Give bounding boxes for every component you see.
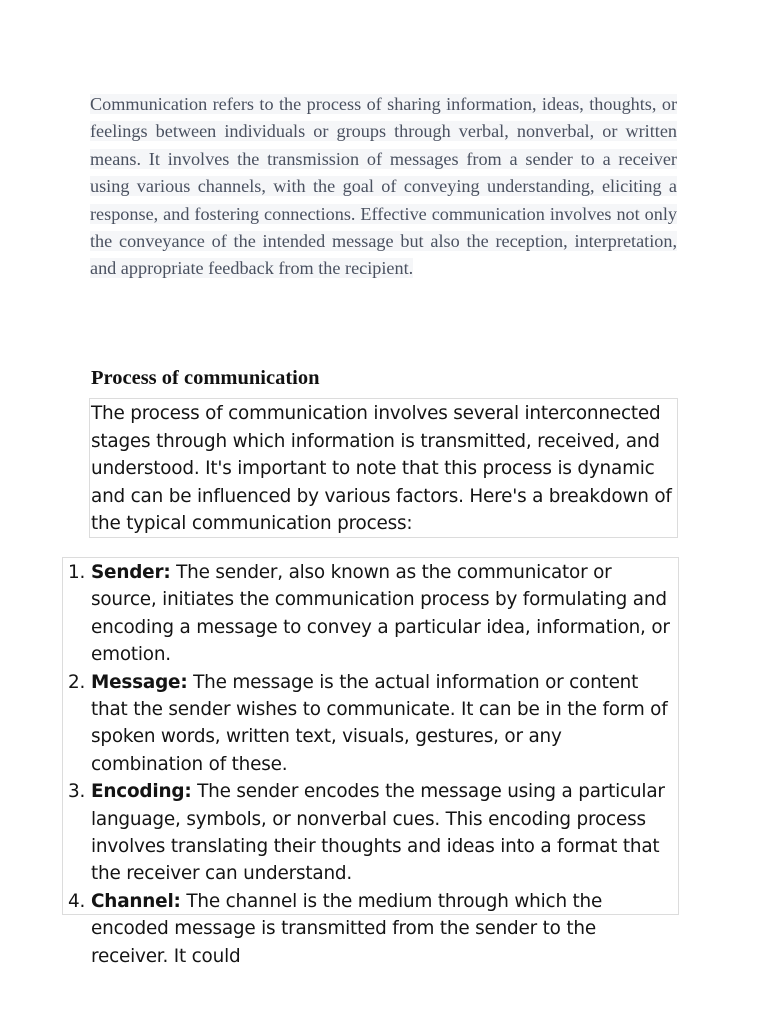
list-item-text: The channel is the medium through which the encoded message is transmitted from the sender to the receiver. It could xyxy=(91,890,603,967)
list-item xyxy=(63,888,678,970)
list-item-number: 2. xyxy=(68,671,86,693)
list-item xyxy=(63,559,678,669)
list-item-number: 4. xyxy=(68,890,86,912)
list-item xyxy=(63,669,678,779)
list-item-text: The message is the actual information or content that the sender wishes to communicate. It can be in the form of spoken words, written text, visuals, gestures, or any combination of these. xyxy=(91,671,668,775)
process-description: The process of communication involves several interconnected stages through which information is transmitted, received, and understood. It's important to note that this process is dynamic and can be influenced by various factors. Here's a breakdown of the typical communication process: xyxy=(91,403,672,535)
list-item-term: Channel: xyxy=(91,890,181,912)
process-steps-list xyxy=(63,559,678,970)
process-steps-box xyxy=(62,557,679,967)
intro-paragraph xyxy=(90,91,677,283)
list-item-number: 3. xyxy=(68,781,86,803)
list-item-number: 1. xyxy=(68,562,86,583)
process-description-box xyxy=(89,398,678,538)
list-item xyxy=(63,778,678,888)
section-heading: Process of communication xyxy=(91,367,320,389)
list-item-term: Message: xyxy=(91,671,188,693)
list-item-text: The sender encodes the message using a particular language, symbols, or nonverbal cues. This encoding process involves translating their thoughts and ideas into a format that the receiver can understand. xyxy=(91,781,665,885)
list-item-term: Sender: xyxy=(91,562,171,583)
list-item-term: Encoding: xyxy=(91,781,192,803)
intro-paragraph-text: Communication refers to the process of sharing information, ideas, thoughts, or feelings between individuals or groups through verbal, nonverbal, or written means. It involves the transmission of messages from a sender to a receiver using various channels, with the goal of conveying understanding, eliciting a response, and fostering connections. Effective communication involves not only the conveyance of the intended message but also the reception, interpretation, and appropriate feedback from the recipient. xyxy=(90,94,677,279)
list-item-text: The sender, also known as the communicator or source, initiates the communication process by formulating and encoding a message to convey a particular idea, information, or emotion. xyxy=(91,562,670,666)
